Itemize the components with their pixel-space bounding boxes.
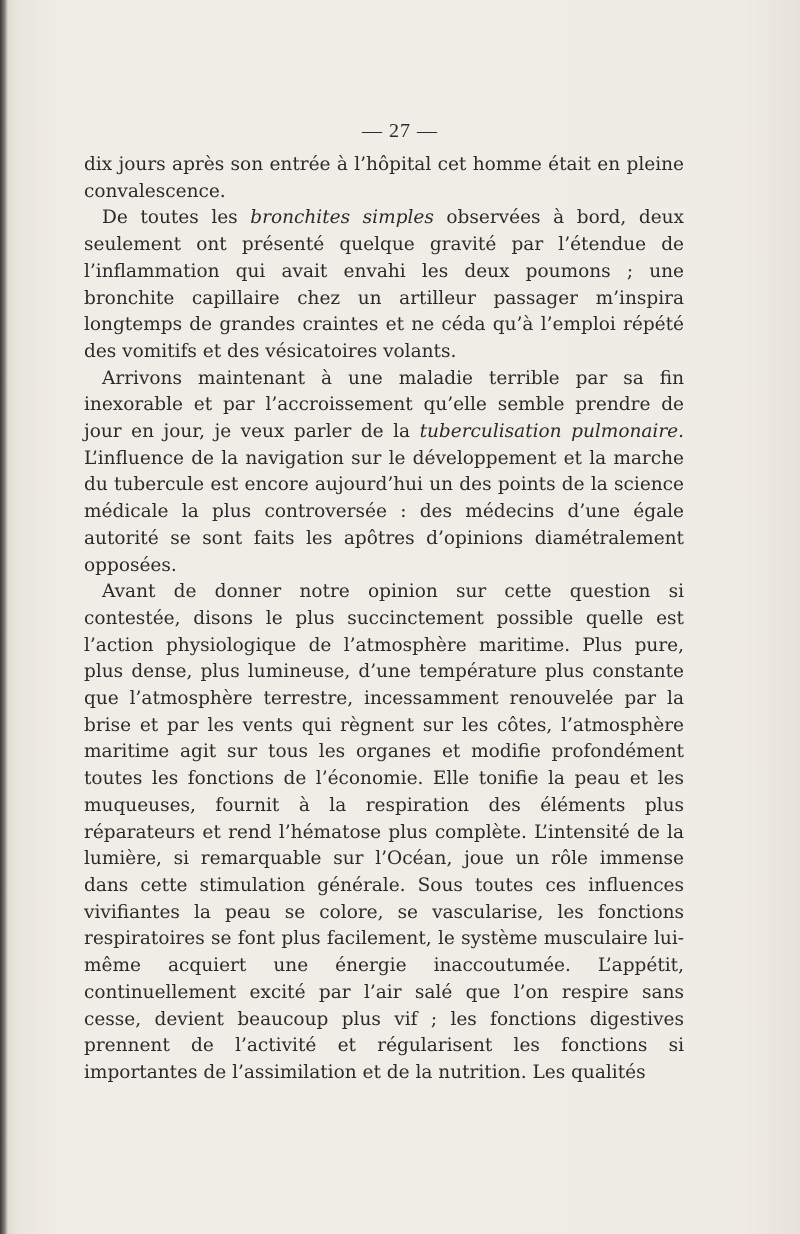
italic-term: tuberculisation pulmonaire.: [419, 421, 684, 443]
paragraph-bronchites: [84, 205, 684, 365]
text-run: De toutes les: [102, 207, 251, 229]
paragraph-atmosphere: [84, 579, 684, 1086]
page-number: — 27 —: [362, 120, 438, 142]
italic-term: bronchites simples: [250, 207, 434, 229]
text-run: observées à bord, deux seulement ont présenté quelque gravité par l’étendue de l’inflammation qui avait envahi les deux poumons ; une bronchite capillaire chez un artilleur passager m’inspira longtemps de grandes craintes et ne céda qu’à l’emploi répété des vomitifs et des vésicatoires volants.: [84, 207, 684, 362]
text-run: Avant de donner notre opinion sur cette question si contestée, disons le plus succinctement possible quelle est l’action physiologique de l’atmosphère maritime. Plus pure, plus dense, plus lumineuse, d’une température plus constante que l’atmosphère terrestre, incessamment renouvelée par la brise et par les vents qui règnent sur les côtes, l’atmosphère maritime agit sur tous les organes et modifie profondément toutes les fonctions de l’économie. Elle tonifie la peau et les muqueuses, fournit à la respiration des éléments plus réparateurs et rend l’hématose plus complète. L’intensité de la lumière, si remarquable sur l’Océan, joue un rôle immense dans cette stimulation générale. Sous toutes ces influences vivifiantes la peau se colore, se vascularise, les fonctions respiratoires se font plus facilement, le système musculaire lui-même acquiert une énergie inaccoutumée. L’appétit, continuellement excité par l’air salé que l’on respire sans cesse, devient beaucoup plus vif ; les fonctions digestives prennent de l’activité et régularisent les fonctions si importantes de l’assimilation et de la nutrition. Les qualités: [84, 581, 684, 1083]
text-run: dix jours après son entrée à l’hôpital cet homme était en pleine convalescence.: [84, 154, 684, 202]
binding-edge: [0, 0, 8, 1234]
text-run: L’influence de la navigation sur le développement et la marche du tubercule est encore aujourd’hui un des points de la science médicale la plus controversée : des médecins d’une égale autorité se sont faits les apôtres d’opinions diamétralement opposées.: [84, 447, 684, 576]
text-run: Arrivons maintenant à une maladie terrible par sa fin inexorable et par l’accroissement qu’elle semble prendre de jour en jour, je veux parler de la: [84, 367, 684, 443]
paragraph-convalescence: [84, 152, 684, 205]
body-text: [84, 152, 684, 1087]
paragraph-tuberculisation: [84, 366, 684, 580]
